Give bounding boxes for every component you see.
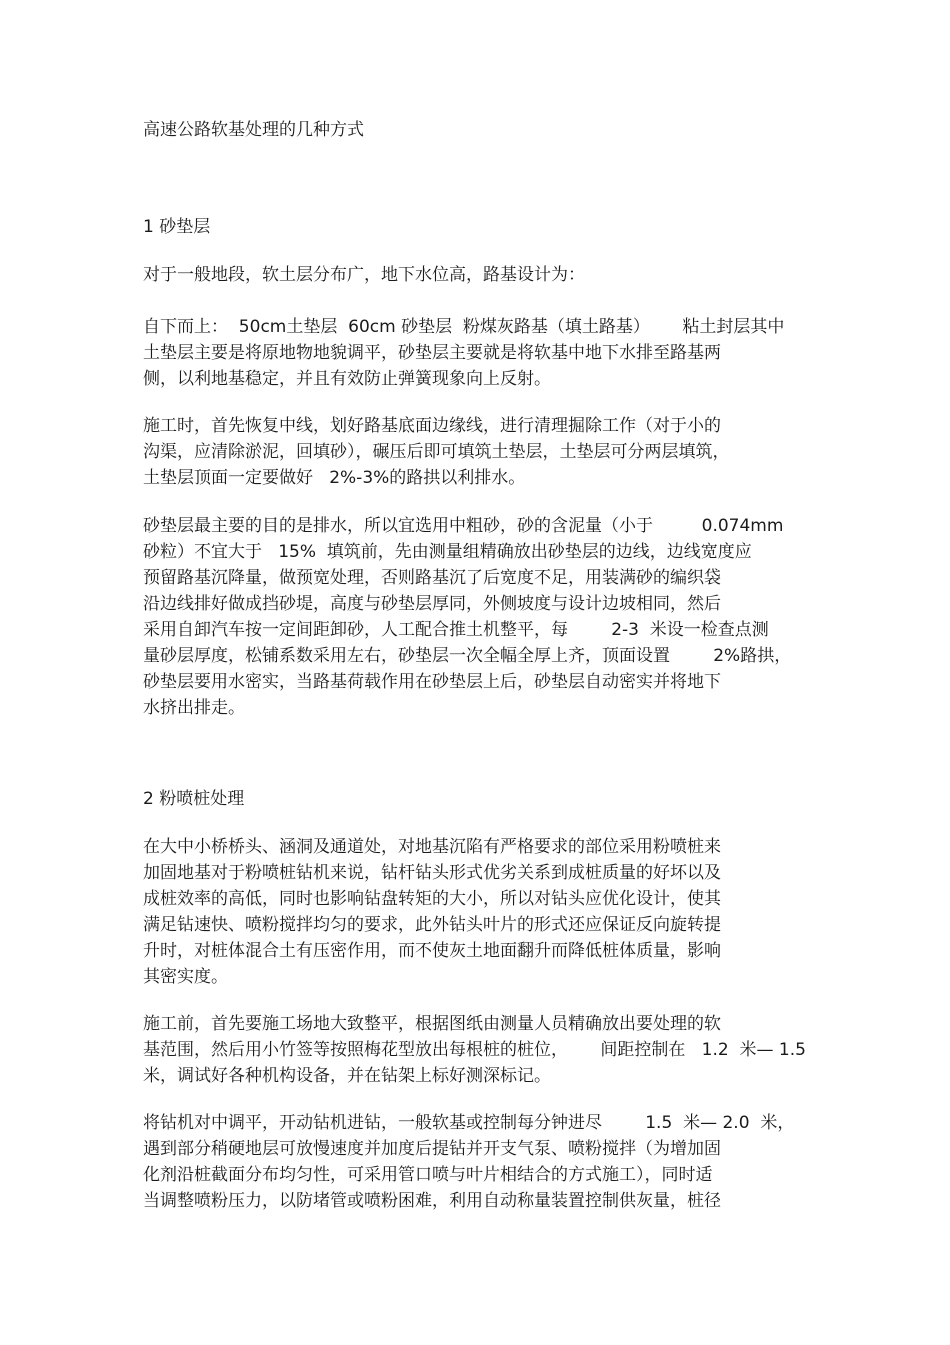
paragraph (143, 413, 823, 491)
paragraph (143, 1110, 823, 1214)
paragraph (143, 834, 823, 990)
text-line: 满足钻速快、喷粉搅拌均匀的要求，此外钻头叶片的形式还应保证反向旋转提 (143, 915, 721, 935)
text-line: 水挤出排走。 (143, 698, 245, 718)
text-line: 砂垫层要用水密实，当路基荷载作用在砂垫层上后，砂垫层自动密实并将地下 (143, 672, 721, 692)
text-line: 施工时，首先恢复中线，划好路基底面边缘线，进行清理掘除工作（对于小的 (143, 416, 721, 436)
text-line: 对于一般地段，软土层分布广，地下水位高，路基设计为： (143, 265, 585, 285)
text-line: 量砂层厚度，松铺系数采用左右，砂垫层一次全幅全厚上齐，顶面设置 2%路拱， (143, 646, 792, 666)
text-line: 自下而上： 50cm土垫层 60cm 砂垫层 粉煤灰路基（填土路基） 粘土封层其中 (143, 317, 785, 337)
text-line: 其密实度。 (143, 967, 228, 987)
text-line: 当调整喷粉压力，以防堵管或喷粉困难，利用自动称量装置控制供灰量，桩径 (143, 1191, 721, 1211)
text-line: 遇到部分稍硬地层可放慢速度并加度后提钻并开支气泵、喷粉搅拌（为增加固 (143, 1139, 721, 1159)
text-line: 预留路基沉降量，做预宽处理，否则路基沉了后宽度不足，用装满砂的编织袋 (143, 568, 721, 588)
text-line: 土垫层顶面一定要做好 2%-3%的路拱以利排水。 (143, 468, 526, 488)
text-line: 化剂沿桩截面分布均匀性，可采用管口喷与叶片相结合的方式施工），同时适 (143, 1165, 713, 1185)
text-line: 将钻机对中调平，开动钻机进钻，一般软基或控制每分钟进尽 1.5 米— 2.0 米， (143, 1113, 795, 1133)
text-line: 在大中小桥桥头、涵洞及通道处，对地基沉陷有严格要求的部位采用粉喷桩来 (143, 837, 721, 857)
text-line: 施工前，首先要施工场地大致整平，根据图纸由测量人员精确放出要处理的软 (143, 1014, 721, 1034)
text-line: 米，调试好各种机构设备，并在钻架上标好测深标记。 (143, 1066, 551, 1086)
text-line: 土垫层主要是将原地物地貌调平，砂垫层主要就是将软基中地下水排至路基两 (143, 343, 721, 363)
text-line: 加固地基对于粉喷桩钻机来说，钻杆钻头形式优劣关系到成桩质量的好坏以及 (143, 863, 721, 883)
section-heading-sand-cushion: 1 砂垫层 (143, 217, 211, 237)
text-line: 升时，对桩体混合土有压密作用，而不使灰土地面翻升而降低桩体质量，影响 (143, 941, 721, 961)
text-line: 侧，以利地基稳定，并且有效防止弹簧现象向上反射。 (143, 369, 551, 389)
text-line: 砂粒）不宜大于 15% 填筑前，先由测量组精确放出砂垫层的边线，边线宽度应 (143, 542, 752, 562)
text-line: 沟渠，应清除淤泥，回填砂），碾压后即可填筑土垫层，土垫层可分两层填筑， (143, 442, 730, 462)
paragraph (143, 314, 823, 392)
text-line: 采用自卸汽车按一定间距卸砂，人工配合推土机整平，每 2-3 米设一检查点测 (143, 620, 769, 640)
text-line: 基范围，然后用小竹签等按照梅花型放出每根桩的桩位， 间距控制在 1.2 米— 1.5 (143, 1040, 806, 1060)
paragraph (143, 262, 823, 288)
section-heading-powder-pile: 2 粉喷桩处理 (143, 789, 245, 809)
paragraph (143, 1011, 823, 1089)
paragraph (143, 513, 823, 721)
text-line: 沿边线排好做成挡砂堤，高度与砂垫层厚同，外侧坡度与设计边坡相同，然后 (143, 594, 721, 614)
text-line: 成桩效率的高低，同时也影响钻盘转矩的大小，所以对钻头应优化设计，使其 (143, 889, 721, 909)
document-title: 高速公路软基处理的几种方式 (143, 120, 364, 140)
text-line: 砂垫层最主要的目的是排水，所以宜选用中粗砂，砂的含泥量（小于 0.074mm (143, 516, 784, 536)
